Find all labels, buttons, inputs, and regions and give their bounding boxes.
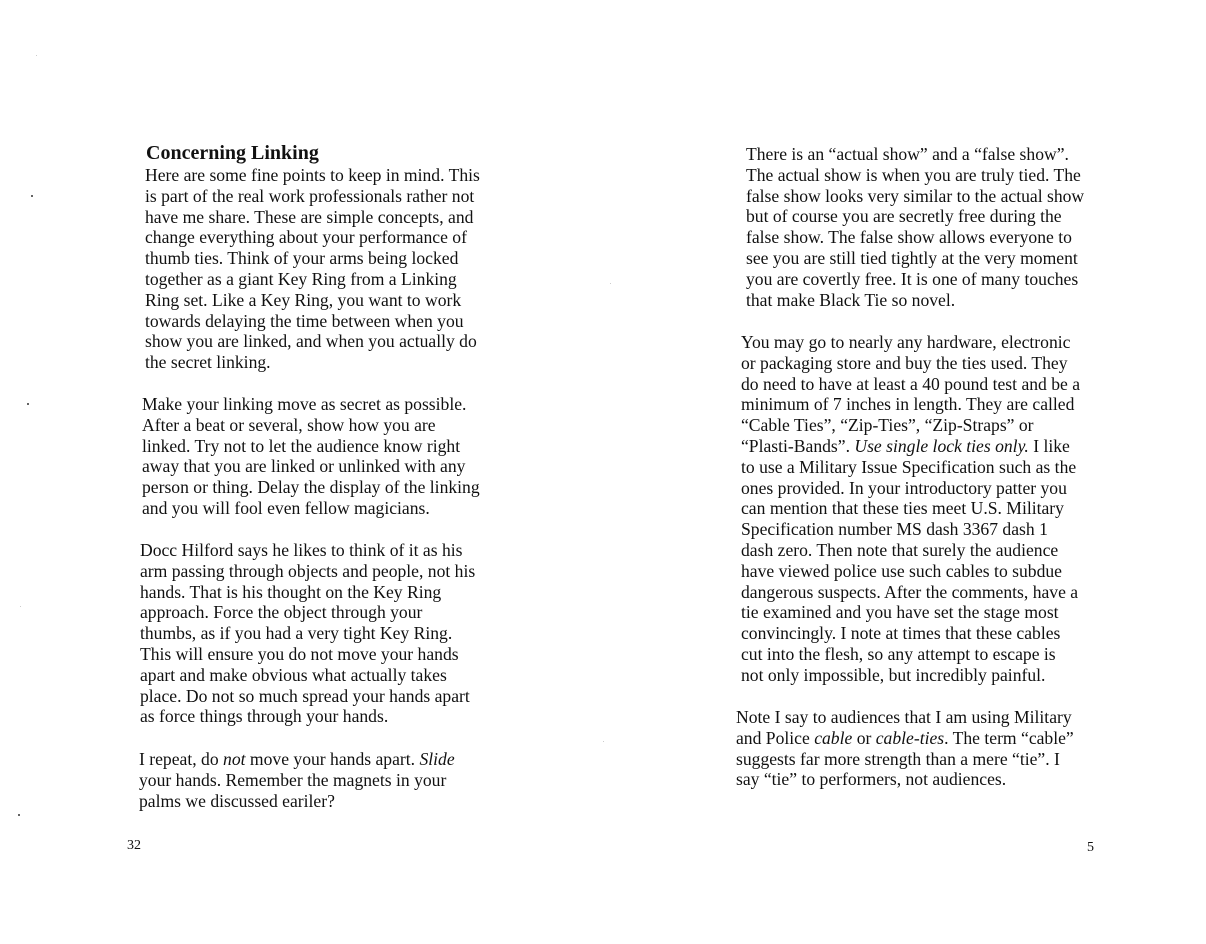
paragraph <box>142 394 480 519</box>
text-run: or <box>852 727 876 748</box>
text-line: linked. Try not to let the audience know right <box>142 435 461 456</box>
text-line: can mention that these ties meet U.S. Military <box>741 498 1064 519</box>
emphasis-text: cable <box>814 727 853 748</box>
text-line: suggests far more strength than a mere “tie”. I <box>736 748 1060 769</box>
section-heading: Concerning Linking <box>146 142 319 164</box>
scan-speck <box>31 195 33 197</box>
text-line: towards delaying the time between when you <box>145 310 464 331</box>
text-line: false show. The false show allows everyone to <box>746 227 1072 248</box>
paragraph <box>140 540 475 727</box>
scan-speck <box>603 741 604 742</box>
text-line: ones provided. In your introductory patter you <box>741 477 1067 498</box>
text-line: your hands. Remember the magnets in your <box>139 769 447 790</box>
text-line: palms we discussed eariler? <box>139 790 335 811</box>
text-line: together as a giant Key Ring from a Linking <box>145 268 457 289</box>
text-run: . The term “cable” <box>944 727 1074 748</box>
text-line: Specification number MS dash 3367 dash 1 <box>741 519 1048 540</box>
text-line: Note I say to audiences that I am using Military <box>736 707 1072 727</box>
text-line: see you are still tied tightly at the very moment <box>746 247 1078 268</box>
page-number: 32 <box>127 838 141 853</box>
scan-speck <box>36 55 37 56</box>
emphasis-text: Slide <box>419 749 455 769</box>
scan-speck <box>610 283 611 284</box>
paragraph <box>746 144 1084 310</box>
text-line: apart and make obvious what actually takes <box>140 664 447 685</box>
text-line: Docc Hilford says he likes to think of it as his <box>140 540 463 560</box>
text-line: away that you are linked or unlinked with any <box>142 456 466 477</box>
text-line: approach. Force the object through your <box>140 602 423 623</box>
text-line: Ring set. Like a Key Ring, you want to work <box>145 289 462 310</box>
text-line: that make Black Tie so novel. <box>746 289 956 310</box>
text-line: say “tie” to performers, not audiences. <box>736 769 1007 790</box>
text-line: dash zero. Then note that surely the audience <box>741 539 1059 560</box>
text-line: Make your linking move as secret as possible. <box>142 394 467 414</box>
scan-speck <box>20 606 21 607</box>
text-line: show you are linked, and when you actually do <box>145 331 477 352</box>
text-line: false show looks very similar to the actual show <box>746 185 1085 206</box>
text-line: hands. That is his thought on the Key Ring <box>140 581 442 602</box>
text-run: I like <box>1028 435 1070 456</box>
text-line: to use a Military Issue Specification such as the <box>741 456 1077 477</box>
text-line: do need to have at least a 40 pound test and be a <box>741 373 1081 394</box>
text-line: tie examined and you have set the stage most <box>741 602 1059 623</box>
text-line: cut into the flesh, so any attempt to escape is <box>741 643 1056 664</box>
text-line: convincingly. I note at times that these cables <box>741 623 1061 644</box>
text-line: You may go to nearly any hardware, electronic <box>741 332 1071 352</box>
text-line <box>741 436 1080 457</box>
paragraph <box>741 332 1080 686</box>
right-page <box>603 0 1206 944</box>
text-run: “Plasti-Bands”. <box>741 435 855 456</box>
text-run: move your hands apart. <box>245 749 420 769</box>
text-line: thumb ties. Think of your arms being locked <box>145 248 459 269</box>
text-line: as force things through your hands. <box>140 706 389 727</box>
text-line: or packaging store and buy the ties used. They <box>741 352 1068 373</box>
text-line: person or thing. Delay the display of the linking <box>142 477 480 498</box>
text-line: thumbs, as if you had a very tight Key Ring. <box>140 623 453 644</box>
text-line: have me share. These are simple concepts, and <box>145 206 474 227</box>
text-line <box>139 749 455 770</box>
scan-speck <box>18 814 20 816</box>
text-line: There is an “actual show” and a “false show”. <box>746 144 1069 164</box>
emphasis-text: not <box>223 749 246 769</box>
emphasis-text: cable-ties <box>875 727 945 748</box>
text-line: and you will fool even fellow magicians. <box>142 497 430 518</box>
text-line: The actual show is when you are truly tied. The <box>746 164 1081 185</box>
text-line: This will ensure you do not move your hands <box>140 643 459 664</box>
paragraph <box>736 707 1074 790</box>
text-line: dangerous suspects. After the comments, have a <box>741 581 1079 602</box>
text-line: is part of the real work professionals rather not <box>145 185 475 206</box>
text-line: not only impossible, but incredibly painful. <box>741 664 1046 685</box>
text-line: Here are some fine points to keep in mind. This <box>145 165 480 185</box>
text-line: arm passing through objects and people, not his <box>140 560 476 581</box>
paragraph <box>139 749 455 811</box>
text-line: but of course you are secretly free during the <box>746 206 1062 227</box>
text-line: you are covertly free. It is one of many touches <box>746 268 1079 289</box>
text-line: have viewed police use such cables to subdue <box>741 560 1062 581</box>
text-line: place. Do not so much spread your hands apart <box>140 685 470 706</box>
text-line: After a beat or several, show how you are <box>142 414 436 435</box>
page-number: 5 <box>1087 840 1094 855</box>
text-line: “Cable Ties”, “Zip-Ties”, “Zip-Straps” or <box>741 415 1034 436</box>
text-line: minimum of 7 inches in length. They are called <box>741 394 1075 415</box>
text-run: and Police <box>736 727 815 748</box>
emphasis-text: Use single lock ties only. <box>854 435 1029 456</box>
paragraph <box>145 165 480 373</box>
text-line: the secret linking. <box>145 352 271 373</box>
text-run: I repeat, do <box>139 749 224 769</box>
scan-speck <box>27 403 29 405</box>
text-line: change everything about your performance of <box>145 227 467 248</box>
text-line <box>736 728 1074 749</box>
